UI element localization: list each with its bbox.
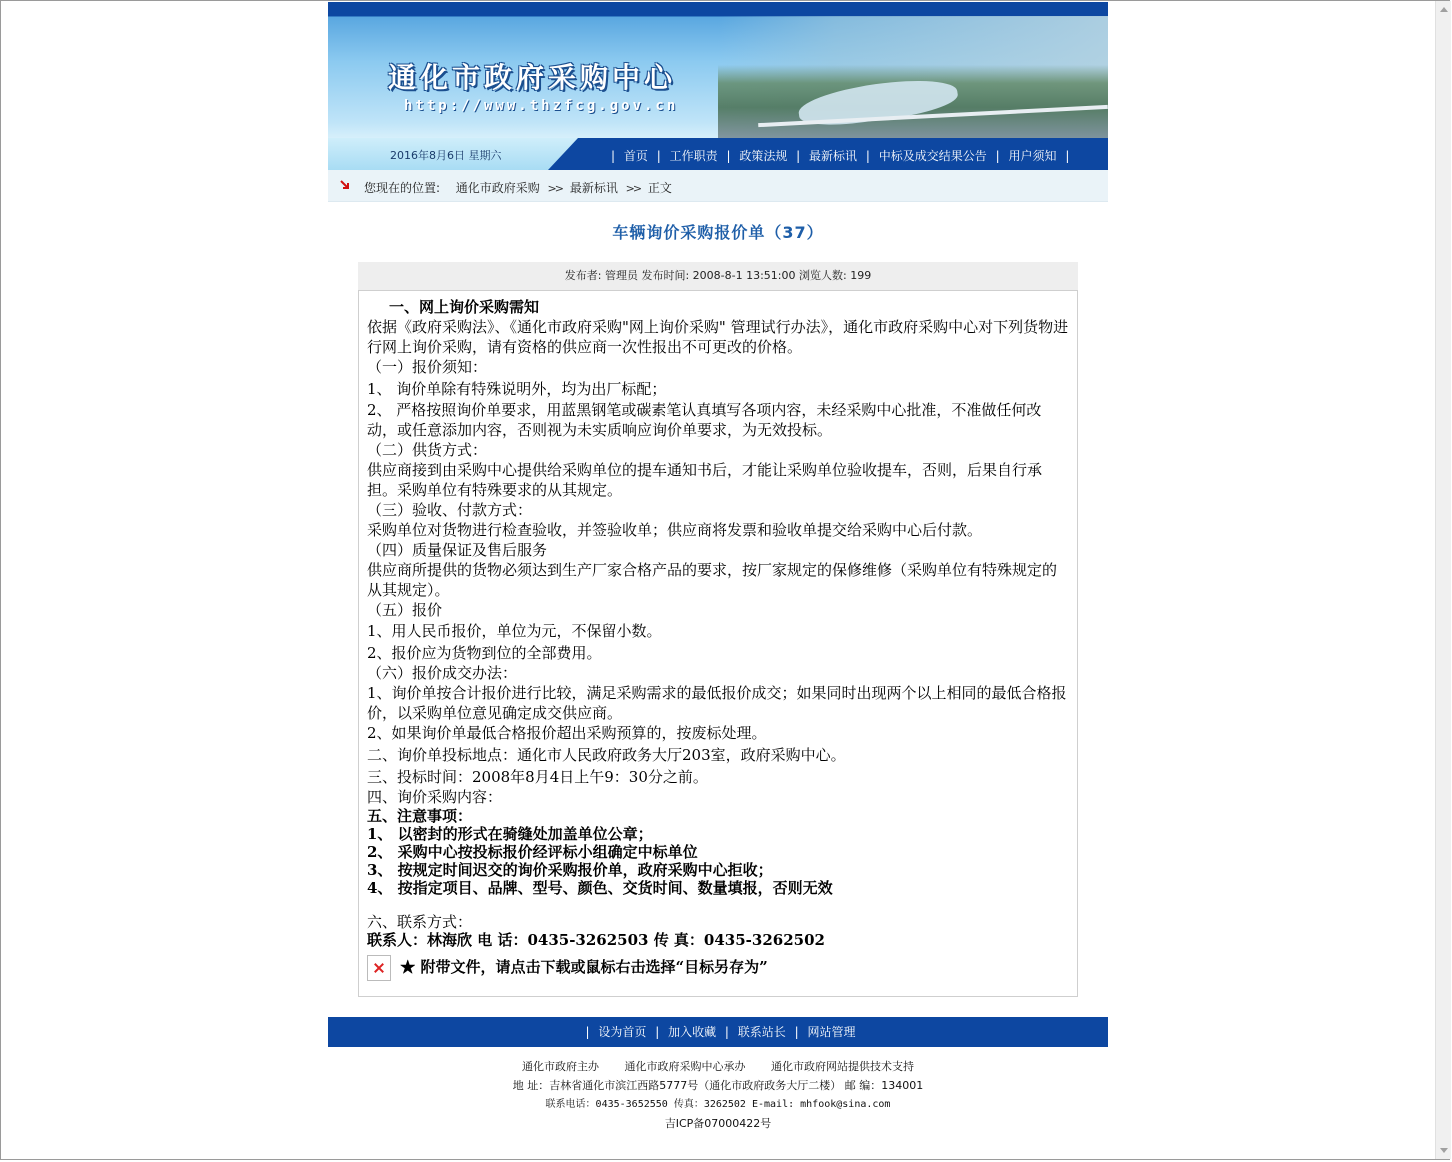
paragraph: 供应商所提供的货物必须达到生产厂家合格产品的要求，按厂家规定的保修维修（采购单位有特殊规定的从其规定）。 — [367, 561, 1058, 599]
breadcrumb-label: 您现在的位置: — [364, 181, 441, 195]
breadcrumb — [328, 170, 1108, 202]
paragraph: 四、询价采购内容： — [367, 788, 503, 806]
paragraph: 2、 严格按照询价单要求，用蓝黑钢笔或碳素笔认真填写各项内容，未经采购中心批准，不准做任何改动，或任意添加内容，否则视为未实质响应询价单要求，为无效投标。 — [367, 401, 1042, 439]
paragraph: （三）验收、付款方式： — [367, 501, 533, 519]
breadcrumb-link-latest[interactable]: 最新标讯 — [569, 181, 618, 195]
footer-link-add-favorite[interactable]: 加入收藏 — [668, 1025, 717, 1039]
vertical-scrollbar[interactable] — [1435, 1, 1451, 1159]
footer-sponsors — [328, 1057, 1108, 1076]
footer-address: 地 址：吉林省通化市滨江西路5777号（通化市政府政务大厅二楼） 邮 编：134001 — [512, 1079, 924, 1092]
current-date: 2016年8月6日 星期六 — [390, 149, 502, 162]
paragraph: 供应商接到由采购中心提供给采购单位的提车通知书后，才能让采购单位验收提车，否则，后果自行承担。采购单位有特殊要求的从其规定。 — [367, 461, 1043, 499]
paragraph: （四）质量保证及售后服务 — [367, 541, 548, 559]
city-scenery-banner — [718, 16, 1108, 138]
paragraph: 五、注意事项： — [367, 807, 473, 825]
footer-link-contact-admin[interactable]: 联系站长 — [737, 1025, 786, 1039]
breadcrumb-current: 正文 — [647, 181, 672, 195]
breadcrumb-separator: >> — [625, 182, 641, 195]
header-top-bar — [328, 2, 1108, 16]
site-title: 通化市政府采购中心 — [388, 61, 677, 94]
footer-link-site-admin[interactable]: 网站管理 — [807, 1025, 856, 1039]
sponsor-organizer: 通化市政府采购中心承办 — [624, 1060, 746, 1073]
paragraph: 2、报价应为货物到位的全部费用。 — [367, 644, 602, 662]
paragraph: （六）报价成交办法： — [367, 664, 518, 682]
breadcrumb-separator: >> — [547, 182, 562, 195]
broken-image-icon — [367, 955, 391, 981]
site-header — [328, 2, 1108, 170]
article-content — [358, 290, 1078, 997]
section-heading: 一、网上询价采购需知 — [389, 298, 540, 316]
nav-latest-tenders[interactable]: 最新标讯 — [809, 149, 858, 163]
breadcrumb-link-root[interactable]: 通化市政府采购 — [455, 181, 540, 195]
breadcrumb-text — [364, 179, 672, 196]
paragraph: （五）报价 — [367, 601, 443, 619]
sponsor-tech: 通化市政府网站提供技术支持 — [771, 1060, 914, 1073]
main-nav: | 首页 | 工作职责 | 政策法规 | 最新标讯 | 中标及成交结果公告 | 用户须知 | — [611, 149, 1070, 163]
scroll-up-arrow-icon[interactable] — [1440, 7, 1448, 12]
site-url: http://www.thzfcg.gov.cn — [404, 98, 679, 114]
sponsor-host: 通化市政府主办 — [522, 1060, 599, 1073]
paragraph: 1、 以密封的形式在骑缝处加盖单位公章； — [367, 825, 653, 843]
nav-policies[interactable]: 政策法规 — [739, 149, 788, 163]
nav-duties[interactable]: 工作职责 — [669, 149, 718, 163]
footer-link-set-home[interactable]: 设为首页 — [598, 1025, 647, 1039]
paragraph: （二）供货方式： — [367, 441, 488, 459]
nav-user-notice[interactable]: 用户须知 — [1008, 149, 1057, 163]
paragraph: 二、询价单投标地点：通化市人民政府政务大厅203室，政府采购中心。 — [367, 746, 846, 764]
footer-icp[interactable]: 吉ICP备07000422号 — [664, 1117, 772, 1130]
article-meta: 发布者: 管理员 发布时间: 2008-8-1 13:51:00 浏览人数: 199 — [358, 262, 1078, 290]
paragraph: 4、 按指定项目、品牌、型号、颜色、交货时间、数量填报，否则无效 — [367, 879, 833, 897]
paragraph: 联系人：林海欣 电 话：0435-3262503 传 真：0435-3262502 — [367, 931, 825, 949]
paragraph: 采购单位对货物进行检查验收，并签验收单；供应商将发票和验收单提交给采购中心后付款。 — [367, 521, 983, 539]
scroll-down-arrow-icon[interactable] — [1440, 1148, 1448, 1153]
nav-award-results[interactable]: 中标及成交结果公告 — [878, 149, 987, 163]
paragraph: 2、如果询价单最低合格报价超出采购预算的，按废标处理。 — [367, 724, 767, 742]
footer-info — [328, 1057, 1108, 1133]
red-arrow-icon — [340, 180, 350, 190]
paragraph: 2、 采购中心按投标报价经评标小组确定中标单位 — [367, 843, 698, 861]
article-title: 车辆询价采购报价单（37） — [612, 223, 824, 242]
paragraph: 1、 询价单除有特殊说明外，均为出厂标配； — [367, 380, 667, 398]
nav-home[interactable]: 首页 — [623, 149, 648, 163]
attachment-row — [367, 955, 768, 981]
footer-links-bar: | 设为首页 | 加入收藏 | 联系站长 | 网站管理 — [328, 1017, 1108, 1047]
page-container — [328, 2, 1108, 1133]
paragraph: 三、投标时间：2008年8月4日上午9：30分之前。 — [367, 768, 708, 786]
attachment-link[interactable]: ★ 附带文件，请点击下载或鼠标右击选择“目标另存为” — [400, 958, 768, 976]
footer-contact: 联系电话：0435-3652550 传真：3262502 E-mail: mhfook@sina.com — [545, 1099, 891, 1110]
paragraph: 1、询价单按合计报价进行比较，满足采购需求的最低报价成交；如果同时出现两个以上相同的最低合格报价，以采购单位意见确定成交供应商。 — [367, 684, 1067, 722]
paragraph: 六、联系方式： — [367, 913, 473, 931]
paragraph: 1、用人民币报价，单位为元，不保留小数。 — [367, 622, 662, 640]
paragraph: 3、 按规定时间迟交的询价采购报价单，政府采购中心拒收； — [367, 861, 773, 879]
nav-strip — [328, 138, 1108, 170]
paragraph: 依据《政府采购法》、《通化市政府采购"网上询价采购" 管理试行办法》，通化市政府采购中心对下列货物进行网上询价采购，请有资格的供应商一次性报出不可更改的价格。 — [367, 318, 1069, 356]
paragraph: （一）报价须知： — [367, 358, 488, 376]
